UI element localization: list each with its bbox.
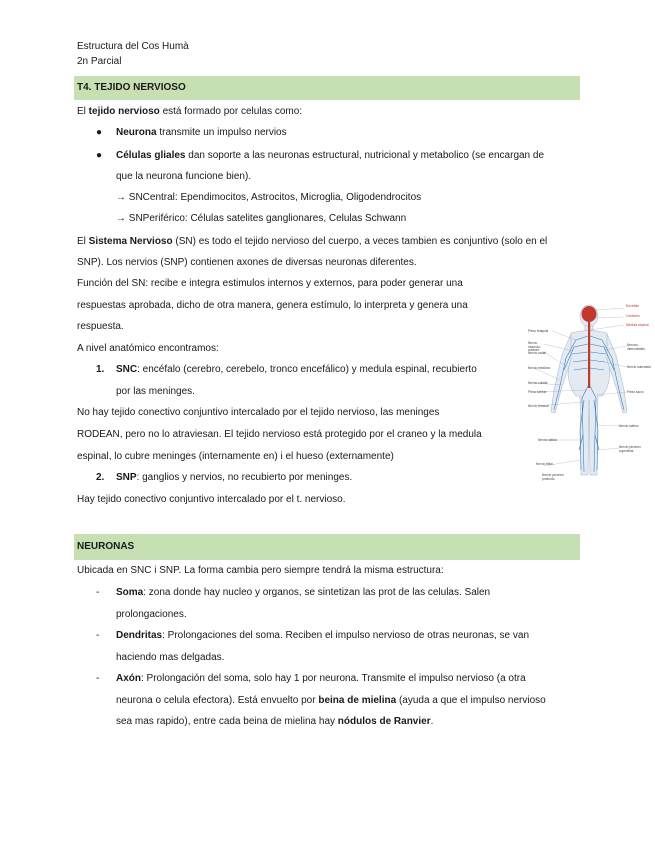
figure-label: Plexo braquial [528,329,549,333]
bullet-dot-icon: ● [96,150,103,161]
item-axon: Axón: Prolongación del soma, solo hay 1 por neurona. Transmite el impulso nervioso (a otra [116,673,526,684]
item-dendritas-cont: haciendo mas delgadas. [116,652,225,663]
anatomy-intro: A nivel anatómico encontramos: [77,343,219,354]
sn-paragraph: El Sistema Nervioso (SN) es todo el tejido nervioso del cuerpo, a veces tambien es conjuntivo (solo en el [77,236,548,247]
figure-label: Nervio tibial [536,462,553,466]
figure-label: Nervio musculo-cutáneo [528,341,541,353]
figure-label: Plexo sacro [627,390,644,394]
connective-line-3: espinal, lo cubre meninges (internamente en) i el hueso (externamente) [77,451,394,462]
figure-label: Cerebelo [626,314,640,318]
section-title-neuronas: NEURONAS [77,541,135,552]
item-snp: SNP: ganglios y nervios, no recubierto por meninges. [116,472,353,483]
item-snc-cont: por las meninges. [116,386,195,397]
bullet-gliales: Células gliales dan soporte a las neuronas estructural, nutricional y metabolico (se encargan de [116,150,545,161]
figure-label: Plexo lumbar [528,390,547,394]
figure-label: Nervio femoral [528,404,549,408]
section-title-tejido: T4. TEJIDO NERVIOSO [77,82,186,93]
bullet-dot-icon: ● [96,127,103,138]
intro-paragraph: El tejido nervioso está formado por celulas como: [77,106,303,117]
function-line-2: respuestas aprobada, dicho de otra manera, genera estímulo, lo interpreta y genera una [77,300,468,311]
figure-label: Nervio safeno [619,424,639,428]
function-line-1: Función del SN: recibe e integra estimulos internos y externos, para poder generar una [77,278,463,289]
figure-label: Nervio peroneo superficial [619,445,641,453]
section-heading-bar [74,534,580,560]
figure-label: Nervios intercostales [627,343,645,351]
list-number: 2. [96,472,105,483]
figure-label: Nervio radial [528,351,546,355]
sn-paragraph-line2: SNP). Los nervios (SNP) contienen axones de diversas neuronas diferentes. [77,257,417,268]
neuronas-intro: Ubicada en SNC i SNP. La forma cambia pero siempre tendrá la misma estructura: [77,565,444,576]
dash-marker: - [96,630,100,641]
list-number: 1. [96,364,105,375]
term-label: 2n Parcial [77,56,122,67]
figure-label: Nervio ciático [538,438,558,442]
arrow-snp: → SNPeriférico: Células satelites ganglionares, Celulas Schwann [116,213,407,224]
bullet-gliales-cont: que la neurona funcione bien). [116,171,252,182]
figure-label: Nervio peroneo profundo [542,473,564,481]
figure-label: Nervio cubital [528,381,548,385]
dash-marker: - [96,587,100,598]
figure-label: Encéfalo [626,304,640,308]
item-snc: SNC: encéfalo (cerebro, cerebelo, tronco encefálico) y medula espinal, recubierto [116,364,477,375]
item-soma: Soma: zona donde hay nucleo y organos, se sintetizan las prot de las celulas. Salen [116,587,491,598]
figure-label: Nervio mediano [528,366,551,370]
bullet-neurona: Neurona transmite un impulso nervios [116,127,287,138]
course-title: Estructura del Cos Humà [77,41,189,52]
figure-label: Médula espinal [626,323,649,327]
item-soma-cont: prolongaciones. [116,609,187,620]
last-line: Hay tejido conectivo conjuntivo intercalado por el t. nervioso. [77,494,346,505]
item-axon-cont: neurona o celula efectora). Está envuelto por beina de mielina (ayuda a que el impulso nervioso [116,695,546,706]
arrow-snc: → SNCentral: Ependimocitos, Astrocitos, Microglia, Oligodendrocitos [116,192,422,203]
figure-label: Nervio subcostal [627,365,651,369]
function-line-3: respuesta. [77,321,124,332]
connective-line-2: RODEAN, pero no lo atraviesan. El tejido nervioso está protegido por el craneo y la medula [77,429,482,440]
nervous-system-diagram-icon [524,300,654,480]
dash-marker: - [96,673,100,684]
connective-line-1: No hay tejido conectivo conjuntivo intercalado por el tejido nervioso, las meninges [77,407,440,418]
item-axon-cont2: sea mas rapido), entre cada beina de mielina hay nódulos de Ranvier. [116,716,434,727]
item-dendritas: Dendritas: Prolongaciones del soma. Reciben el impulso nervioso de otras neuronas, se van [116,630,529,641]
